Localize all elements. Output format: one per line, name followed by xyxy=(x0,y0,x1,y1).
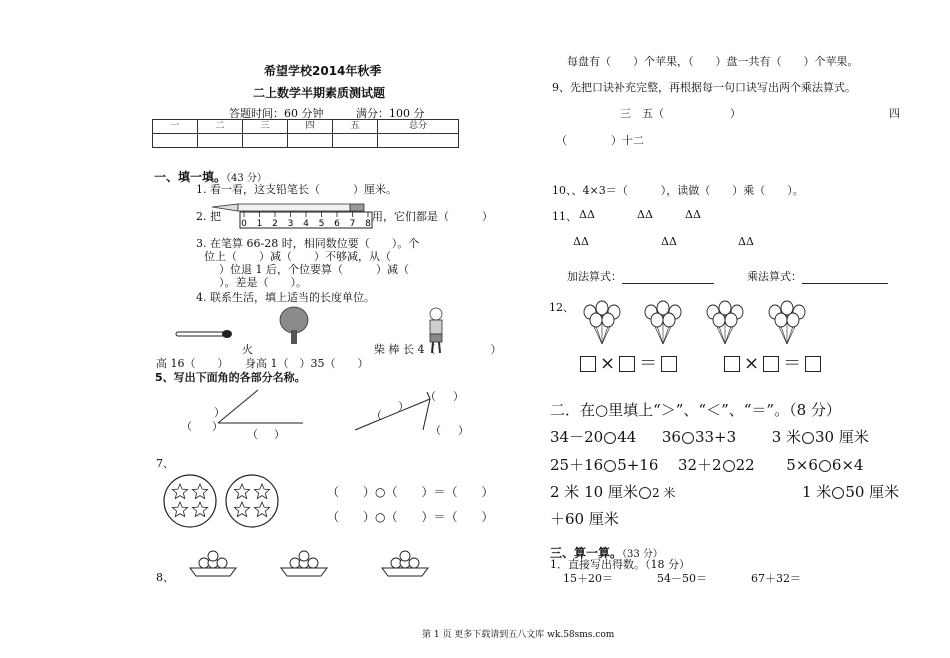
balloon-string xyxy=(657,326,663,344)
q4-match-text: 火 柴 棒 长 4（ ） xyxy=(242,343,502,356)
ruler-number: 1 xyxy=(256,219,263,229)
balloon-icon xyxy=(651,313,663,327)
q12-equation-2 xyxy=(720,349,825,375)
balloon-icon xyxy=(663,313,675,327)
matchstick-icon xyxy=(176,330,232,338)
page-footer: 第 1 页 更多下载请到五八文库 wk.58sms.com xyxy=(422,630,615,640)
s2-row-4: ＋60 厘米 xyxy=(550,510,619,528)
q7-label: 7、 xyxy=(156,457,174,470)
triangle-pair-icon: ΔΔ xyxy=(661,235,677,248)
equals-sign: ＝ xyxy=(639,353,658,374)
apple-icon xyxy=(208,551,218,561)
balloon-icon xyxy=(602,313,614,327)
compare-circle[interactable] xyxy=(819,460,831,472)
pencil-body xyxy=(238,204,350,211)
balloon-bunch-4 xyxy=(765,302,809,348)
balloon-string xyxy=(725,326,731,344)
mul-expression-label: 乘法算式： xyxy=(747,270,802,283)
compare-left: 25＋16 xyxy=(550,456,604,474)
s2-row-3a xyxy=(550,481,675,502)
answer-box[interactable] xyxy=(661,356,677,372)
section3-points: （33 分） xyxy=(622,549,663,560)
q2-text: 2. 把 xyxy=(196,210,221,223)
angle2-mark: （ xyxy=(371,409,382,422)
exam-title: 二上数学半期素质测试题 xyxy=(253,86,386,100)
balloon-string xyxy=(602,326,608,344)
answer-box[interactable] xyxy=(619,356,635,372)
times-sign: × xyxy=(600,353,616,374)
tree-icon xyxy=(278,306,310,346)
plate-icon xyxy=(382,568,428,576)
apple-icon xyxy=(217,558,227,568)
calc-item: 67＋32＝ xyxy=(751,572,801,585)
q5-text: 5、写出下面角的各部分名称。 xyxy=(155,371,306,384)
star-circle-1 xyxy=(163,474,217,528)
balloon-string xyxy=(663,326,669,344)
ruler-number: 0 xyxy=(241,219,247,229)
q9-line1: 三 五（ ） xyxy=(620,107,741,120)
apple-icon xyxy=(409,558,419,568)
pencil-ruler-illustration xyxy=(212,202,377,230)
q3-line3: ）位退 1 后，个位要算（ ）减（ xyxy=(219,263,409,276)
compare-circle[interactable] xyxy=(832,487,844,499)
q7-equation-2: （ ）○（ ）＝（ ） xyxy=(327,510,494,524)
plate-icon xyxy=(190,568,236,576)
apple-icon xyxy=(199,558,209,568)
q9-line1-right: 四 xyxy=(889,107,900,120)
score-header: 二 xyxy=(198,120,243,134)
compare-left: 1 米 xyxy=(802,483,832,501)
add-expression-label: 加法算式： xyxy=(567,270,622,283)
compare-right: 50 厘米 xyxy=(845,483,900,501)
angle1-mark: （ xyxy=(181,420,192,433)
ruler-number: 2 xyxy=(272,219,278,229)
compare-right: 33+3 xyxy=(694,428,737,446)
angle1-mark: ） xyxy=(274,428,285,441)
triangle-pair-icon: ΔΔ xyxy=(573,235,589,248)
score-cell xyxy=(243,134,288,148)
compare-circle[interactable] xyxy=(604,432,616,444)
triangle-pair-icon: ΔΔ xyxy=(685,208,701,221)
q11-label: 11、 xyxy=(552,210,577,223)
apple-plate-3 xyxy=(380,552,430,582)
q11-mul-label xyxy=(747,268,888,284)
q4-text: 4. 联系生活，填上适当的长度单位。 xyxy=(196,291,375,304)
apple-icon xyxy=(400,551,410,561)
ruler-number: 8 xyxy=(365,219,371,229)
angle2-mark: ） xyxy=(398,400,409,413)
angle2-mark: （ xyxy=(430,424,441,437)
balloon-string xyxy=(719,326,725,344)
q10-text: 10、、4×3＝（ ），读做（ ）乘（ ）。 xyxy=(552,184,804,197)
angle2-mark: ） xyxy=(458,424,469,437)
section2-title: 二．在○里填上“＞”、“＜”、“＝”。（8 分） xyxy=(550,401,841,419)
angle1-mark: （ xyxy=(247,428,258,441)
apple-icon xyxy=(299,551,309,561)
balloon-bunch-3 xyxy=(703,302,747,348)
compare-right: 30 厘米 xyxy=(815,428,869,446)
balloon-string xyxy=(781,326,787,344)
triangle-pair-icon: ΔΔ xyxy=(738,235,754,248)
apple-icon xyxy=(308,558,318,568)
apple-plate-1 xyxy=(188,552,238,582)
section1-title: 一、填一填。 xyxy=(154,170,227,184)
compare-right: 2 米 xyxy=(651,486,676,500)
balloon-string xyxy=(787,326,793,344)
score-cell xyxy=(198,134,243,148)
pencil-eraser xyxy=(350,204,364,211)
compare-circle[interactable] xyxy=(639,487,651,499)
compare-left: 32＋2 xyxy=(677,456,722,474)
score-cell xyxy=(153,134,198,148)
score-header: 一 xyxy=(153,120,198,134)
ruler-number: 6 xyxy=(334,219,340,229)
q11-add-label xyxy=(567,268,714,284)
answer-box[interactable] xyxy=(805,356,821,372)
score-header: 总分 xyxy=(378,120,459,134)
q12-equation-1 xyxy=(576,349,681,375)
balloon-bunch-2 xyxy=(641,302,685,348)
score-header: 三 xyxy=(243,120,288,134)
calc-item: 15＋20＝ xyxy=(563,572,613,585)
compare-left: 3 米 xyxy=(771,428,802,446)
balloon-icon xyxy=(590,313,602,327)
q4-line2: 高 16（ ） 身高 1（ ）35（ ） xyxy=(156,357,369,370)
q2-tail: 用，它们都是（ ） xyxy=(372,210,493,223)
compare-circle[interactable] xyxy=(723,460,735,472)
calc-item: 54－50＝ xyxy=(657,572,707,585)
balloon-string xyxy=(596,326,602,344)
s3-q1-text: 1．直接写出得数。（18 分） xyxy=(550,558,690,571)
compare-left: 5×6 xyxy=(786,456,818,474)
q9-text: 9、先把口诀补充完整，再根据每一句口诀写出两个乘法算式。 xyxy=(552,81,856,94)
angle-figure-1 xyxy=(218,388,308,428)
mul-answer-line xyxy=(802,271,888,284)
section3-title: 三、算一算。 xyxy=(550,546,623,560)
ruler-number: 3 xyxy=(287,219,294,229)
compare-circle[interactable] xyxy=(604,460,616,472)
angle2-mark: （ xyxy=(425,390,436,403)
plate-icon xyxy=(281,568,327,576)
compare-right: 22 xyxy=(735,456,755,474)
ruler-number: 4 xyxy=(303,219,309,229)
times-sign: × xyxy=(744,353,760,374)
balloon-icon xyxy=(725,313,737,327)
compare-circle[interactable] xyxy=(802,432,814,444)
compare-right: 6×4 xyxy=(831,456,864,474)
add-answer-line xyxy=(622,271,714,284)
q8-continued: 每盘有（ ）个苹果，（ ）盘一共有（ ）个苹果。 xyxy=(567,55,859,68)
score-table xyxy=(152,119,459,148)
score-label: 满分：100 分 xyxy=(356,107,425,120)
balloon-icon xyxy=(713,313,725,327)
triangle-pair-icon: ΔΔ xyxy=(637,208,653,221)
q3-line4: ）。差是（ ）。 xyxy=(219,276,307,289)
compare-left: 34－20 xyxy=(550,428,604,446)
compare-right: 5+16 xyxy=(617,456,659,474)
q7-equation-1: （ ）○（ ）＝（ ） xyxy=(327,485,494,499)
compare-left: 36 xyxy=(661,428,681,446)
s2-row-3b xyxy=(802,481,899,502)
time-label: 答题时间：60 分钟 xyxy=(229,107,324,120)
s2-row-2 xyxy=(550,454,864,475)
balloon-bunch-1 xyxy=(580,302,624,348)
q8-label: 8、 xyxy=(156,571,174,584)
q9-line2: （ ）十二 xyxy=(556,134,644,147)
school-title: 希望学校2014年秋季 xyxy=(264,64,382,78)
s2-row-1 xyxy=(550,426,869,447)
section1-points: （43 分） xyxy=(226,173,267,184)
ruler-number: 5 xyxy=(318,219,325,229)
equals-sign: ＝ xyxy=(783,353,802,374)
score-cell xyxy=(333,134,378,148)
angle-figure-2 xyxy=(355,392,435,432)
q12-label: 12、 xyxy=(549,301,574,314)
apple-plate-2 xyxy=(279,552,329,582)
balloon-icon xyxy=(775,313,787,327)
compare-circle[interactable] xyxy=(682,432,694,444)
q3-line1: 3. 在笔算 66-28 时，相同数位要（ ）。个 xyxy=(196,237,420,250)
star-circle-2 xyxy=(225,474,279,528)
angle1-mark: ） xyxy=(212,420,223,433)
score-header: 四 xyxy=(288,120,333,134)
score-cell xyxy=(288,134,333,148)
answer-box[interactable] xyxy=(763,356,779,372)
ruler-numbers xyxy=(241,219,371,229)
score-header: 五 xyxy=(333,120,378,134)
balloon-icon xyxy=(787,313,799,327)
apple-icon xyxy=(391,558,401,568)
q3-line2: 位上（ ）减（ ）不够减，从（ xyxy=(204,250,391,263)
ruler-number: 7 xyxy=(349,219,356,229)
compare-right: 44 xyxy=(617,428,637,446)
compare-left: 2 米 10 厘米 xyxy=(550,483,638,501)
answer-box[interactable] xyxy=(580,356,596,372)
triangle-pair-icon: ΔΔ xyxy=(579,208,595,221)
angle1-mark: ） xyxy=(214,406,225,419)
q1-text: 1. 看一看，这支铅笔长（ ）厘米。 xyxy=(196,183,397,196)
score-cell xyxy=(378,134,459,148)
angle2-mark: ） xyxy=(453,390,464,403)
apple-icon xyxy=(290,558,300,568)
answer-box[interactable] xyxy=(724,356,740,372)
